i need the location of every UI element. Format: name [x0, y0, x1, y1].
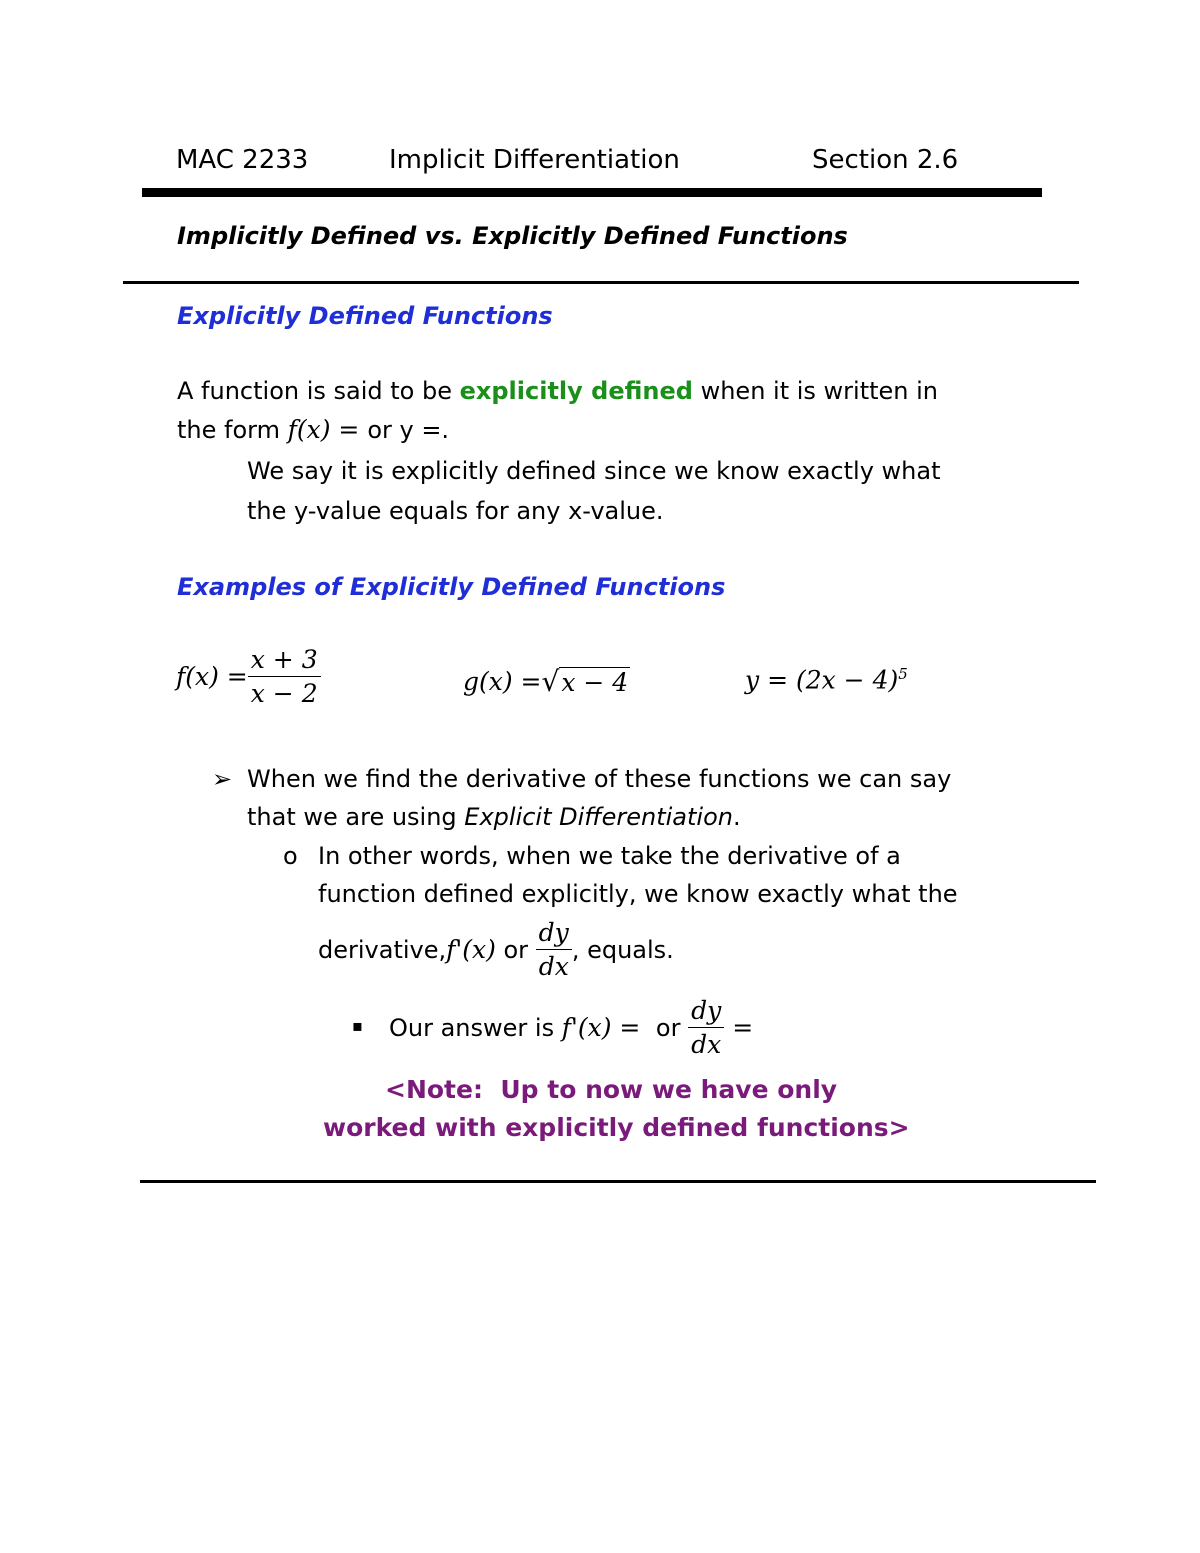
example-y: $y = (2x - 4)^5$ — [745, 665, 908, 695]
page-title: Implicitly Defined vs. Explicitly Defined Functions — [177, 222, 848, 250]
definition-line-2: the form f(x) = or y =. — [177, 415, 450, 444]
header-thick-rule — [142, 188, 1042, 197]
bullet2-line-3: derivative, f'(x) or $\frac{dy}{dx}$ , equals. — [318, 918, 674, 981]
math-f-prime: f'(x) — [446, 935, 496, 964]
fraction-dy-dx-answer: $\frac{dy}{dx}$ — [688, 996, 724, 1059]
bullet2-line-1: In other words, when we take the derivative of a — [318, 842, 901, 870]
topic-title: Implicit Differentiation — [389, 145, 680, 175]
explicitly-defined-term: explicitly defined — [459, 377, 693, 405]
explanation-line-1: We say it is explicitly defined since we know exactly what — [247, 457, 941, 485]
bullet3-line: Our answer is f'(x) = or $\frac{dy}{dx}$ = — [389, 996, 754, 1059]
math-f-prime-eq: f'(x) = — [561, 1013, 649, 1042]
sqrt-icon: √ — [541, 665, 560, 698]
math-f-of-x: f(x) = — [287, 415, 368, 444]
bullet1-line-1: When we find the derivative of these functions we can say — [247, 765, 952, 793]
section-number: Section 2.6 — [812, 145, 959, 175]
examples-heading: Examples of Explicitly Defined Functions — [177, 573, 726, 601]
title-divider — [123, 281, 1079, 284]
bullet1-line-2: that we are using Explicit Differentiation. — [247, 803, 741, 831]
circle-bullet-icon: o — [283, 842, 298, 870]
bullet2-line-2: function defined explicitly, we know exactly what the — [318, 880, 958, 908]
note-line-1: <Note: Up to now we have only — [385, 1075, 838, 1104]
fraction-dy-dx: $\frac{dy}{dx}$ — [536, 918, 572, 981]
definition-line-1: A function is said to be explicitly defined when it is written in — [177, 377, 939, 405]
course-code: MAC 2233 — [176, 145, 309, 175]
explanation-line-2: the y-value equals for any x-value. — [247, 497, 664, 525]
fraction-f: $\frac{x + 3}{x - 2}$ — [248, 645, 321, 708]
example-g: g(x) = √ x − 4 — [463, 665, 629, 698]
square-bullet-icon: ▪ — [352, 1016, 363, 1035]
explicit-heading: Explicitly Defined Functions — [177, 302, 553, 330]
arrow-bullet-icon: ➢ — [212, 765, 233, 793]
bottom-divider — [140, 1180, 1096, 1183]
note-line-2: worked with explicitly defined functions> — [323, 1113, 910, 1142]
example-f: f(x) = $\frac{x + 3}{x - 2}$ — [176, 645, 321, 708]
